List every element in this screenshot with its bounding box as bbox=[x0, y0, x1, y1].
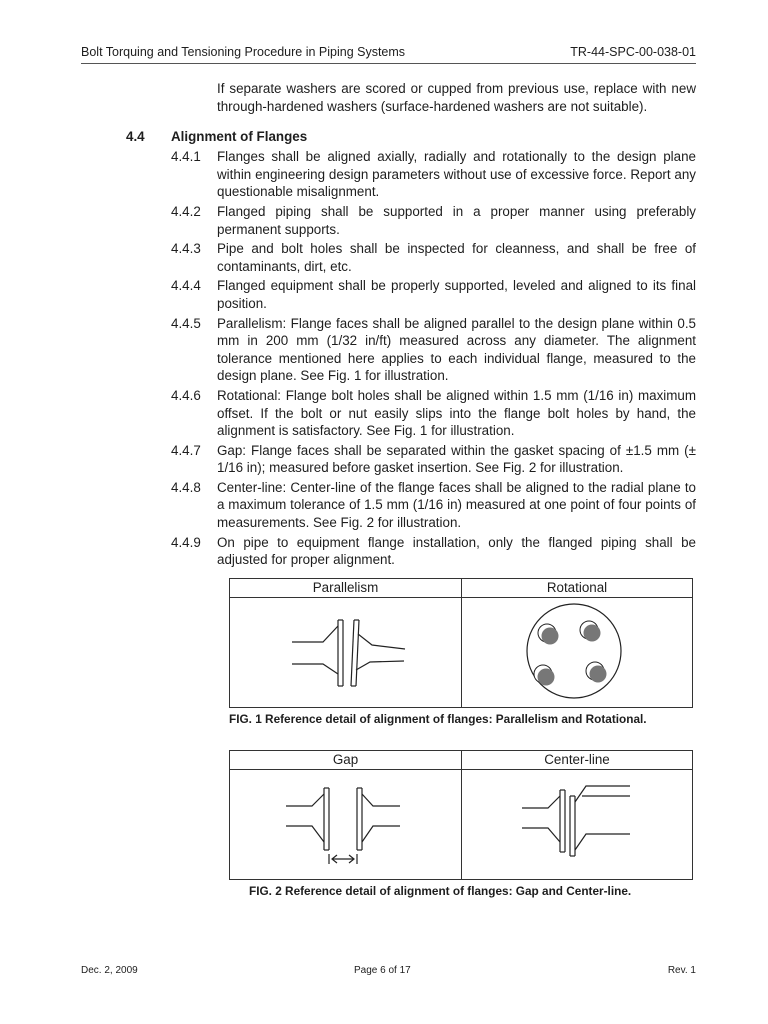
item-number: 4.4.4 bbox=[171, 278, 201, 294]
item-text: Gap: Flange faces shall be separated within the gasket spacing of ±1.5 mm (± 1/16 in); measured before gasket insertion. See Fig. 2 for illustration. bbox=[217, 442, 696, 476]
page-header bbox=[81, 43, 696, 64]
figure-2-table bbox=[229, 750, 693, 880]
item-number: 4.4.6 bbox=[171, 387, 201, 403]
intro-paragraph: If separate washers are scored or cupped from previous use, replace with new through-hardened washers (surface-hardened washers are not suitable). bbox=[217, 81, 696, 114]
item-text: Parallelism: Flange faces shall be aligned parallel to the design plane within 0.5 mm in 200 mm (1/32 in/ft) measured across any diameter. The alignment tolerance mentioned here applies to each individual flange, measured to the design plane. See Fig. 1 for illustration. bbox=[217, 315, 696, 384]
figure-2-caption: FIG. 2 Reference detail of alignment of flanges: Gap and Center-line. bbox=[249, 884, 632, 898]
item-number: 4.4.3 bbox=[171, 241, 201, 257]
item-number: 4.4.2 bbox=[171, 203, 201, 219]
list-item bbox=[81, 203, 696, 238]
document-body bbox=[81, 80, 696, 569]
list-item bbox=[81, 534, 696, 569]
document-title: Bolt Torquing and Tensioning Procedure in Piping Systems bbox=[81, 45, 406, 59]
item-text: Center-line: Center-line of the flange faces shall be aligned to the radial plane to a maximum tolerance of 1.5 mm (1/16 in) measured at one point of four points of measurements. See Fig. 2 for illustration. bbox=[217, 479, 696, 531]
list-item bbox=[81, 277, 696, 312]
item-number: 4.4.5 bbox=[171, 315, 201, 331]
item-number: 4.4.7 bbox=[171, 442, 201, 458]
item-number: 4.4.1 bbox=[171, 149, 201, 165]
list-item bbox=[81, 442, 696, 477]
item-text: Pipe and bolt holes shall be inspected for cleanness, and shall be free of contaminants, dirt, etc. bbox=[217, 241, 696, 274]
list-item bbox=[81, 240, 696, 275]
list-item bbox=[81, 148, 696, 201]
section-title: Alignment of Flanges bbox=[171, 129, 308, 145]
list-item bbox=[81, 479, 696, 532]
list-item bbox=[81, 315, 696, 385]
fig1-rotational-header: Rotational bbox=[546, 580, 608, 595]
item-text: Flanges shall be aligned axially, radially and rotationally to the design plane within engineering design parameters without use of excessive force. Report any questionable misalignment. bbox=[217, 149, 696, 200]
figure-1-table bbox=[229, 578, 693, 708]
fig2-center-line-header: Center-line bbox=[544, 752, 610, 767]
footer-page-number: Page 6 of 17 bbox=[354, 965, 411, 976]
fig2-gap-header: Gap bbox=[332, 752, 359, 767]
list-item bbox=[81, 387, 696, 440]
footer-date: Dec. 2, 2009 bbox=[81, 965, 138, 976]
item-number: 4.4.8 bbox=[171, 479, 201, 495]
document-number: TR-44-SPC-00-038-01 bbox=[570, 45, 696, 59]
item-text: On pipe to equipment flange installation, only the flanged piping shall be adjusted for proper alignment. bbox=[217, 534, 696, 568]
item-text: Flanged piping shall be supported in a proper manner using preferably permanent supports. bbox=[217, 203, 696, 237]
section-number: 4.4 bbox=[126, 129, 145, 145]
item-text: Rotational: Flange bolt holes shall be aligned within 1.5 mm (1/16 in) maximum offset. If the bolt or nut easily slips into the flange bolt holes by hand, the alignment is satisfactory. See Fig. 1 for illustration. bbox=[217, 387, 696, 439]
gap-diagram bbox=[230, 770, 461, 879]
rotational-diagram bbox=[462, 598, 692, 707]
parallelism-diagram bbox=[230, 598, 461, 707]
item-text: Flanged equipment shall be properly supported, leveled and aligned to its final position. bbox=[217, 278, 696, 311]
footer-revision: Rev. 1 bbox=[667, 965, 696, 976]
item-number: 4.4.9 bbox=[171, 534, 201, 550]
center-line-diagram bbox=[462, 770, 692, 879]
section-heading bbox=[81, 128, 696, 146]
figure-1-caption: FIG. 1 Reference detail of alignment of flanges: Parallelism and Rotational. bbox=[229, 712, 647, 726]
fig1-parallelism-header: Parallelism bbox=[312, 580, 379, 595]
